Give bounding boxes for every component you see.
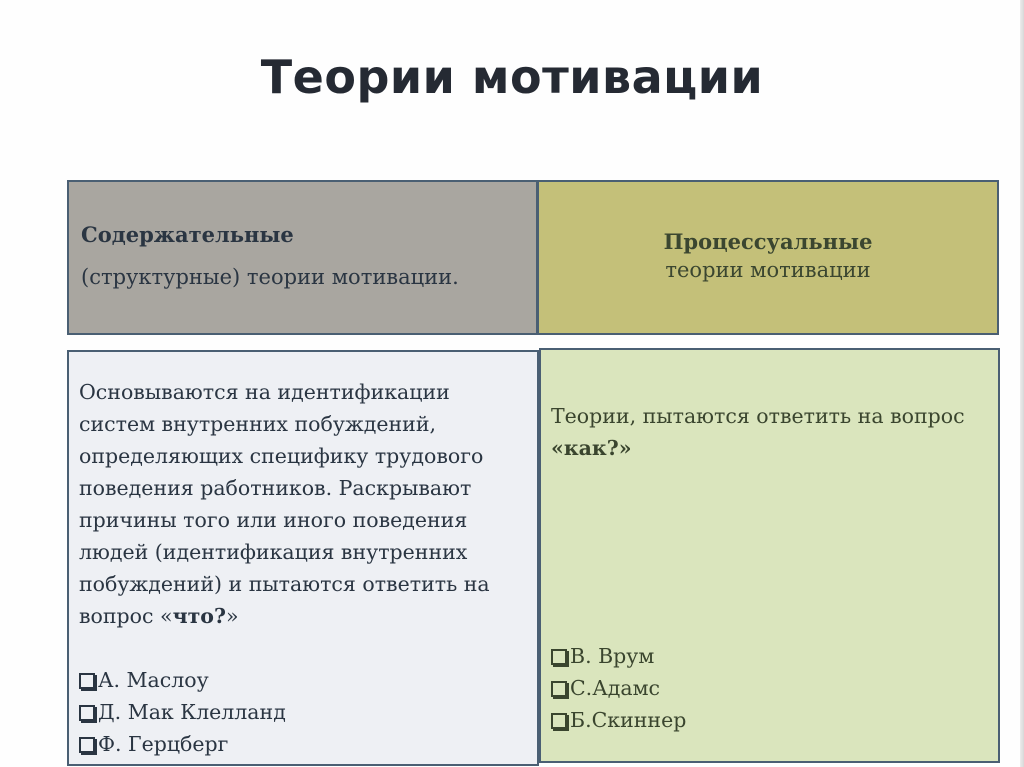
checkbox-bullet-icon — [79, 705, 95, 721]
list-item — [551, 704, 988, 736]
author-name: А. Маслоу — [98, 668, 209, 692]
slide-title: Теории мотивации — [260, 50, 764, 104]
list-item — [79, 664, 527, 696]
content-theories-text-main: Основываются на идентификации систем внутренних побуждений, определяющих специфику трудового поведения работников. Раскрывают причины того или иного поведения людей (идентификация внутренних побуждений) и пытаются ответить на вопрос « — [79, 380, 490, 628]
process-theories-authors — [551, 640, 988, 736]
content-theories-authors — [79, 664, 527, 760]
process-theories-header — [537, 180, 999, 335]
content-theories-description — [67, 350, 539, 766]
content-theories-text-end: » — [225, 604, 239, 628]
list-item — [551, 672, 988, 704]
author-name: Б.Скиннер — [570, 708, 687, 732]
list-item — [551, 640, 988, 672]
checkbox-bullet-icon — [551, 681, 567, 697]
list-item — [79, 696, 527, 728]
content-theories-subtitle: (структурные) теории мотивации. — [81, 265, 459, 289]
process-theories-description — [539, 348, 1000, 763]
process-theories-title: Процессуальные — [663, 229, 873, 254]
content-theories-header — [67, 180, 538, 335]
process-theories-subtitle: теории мотивации — [665, 258, 871, 282]
slide-edge-shadow — [1020, 0, 1024, 767]
checkbox-bullet-icon — [79, 737, 95, 753]
content-theories-text — [79, 376, 527, 632]
author-name: Ф. Герцберг — [98, 732, 229, 756]
checkbox-bullet-icon — [551, 713, 567, 729]
author-name: С.Адамс — [570, 676, 660, 700]
list-item — [79, 728, 527, 760]
process-theories-text — [551, 400, 988, 464]
checkbox-bullet-icon — [551, 649, 567, 665]
content-theories-title: Содержательные — [81, 222, 294, 247]
question-how: «как?» — [551, 436, 632, 460]
checkbox-bullet-icon — [79, 673, 95, 689]
author-name: В. Врум — [570, 644, 655, 668]
author-name: Д. Мак Клелланд — [98, 700, 286, 724]
question-what: что? — [172, 604, 226, 628]
process-theories-text-main: Теории, пытаются ответить на вопрос — [551, 404, 965, 428]
